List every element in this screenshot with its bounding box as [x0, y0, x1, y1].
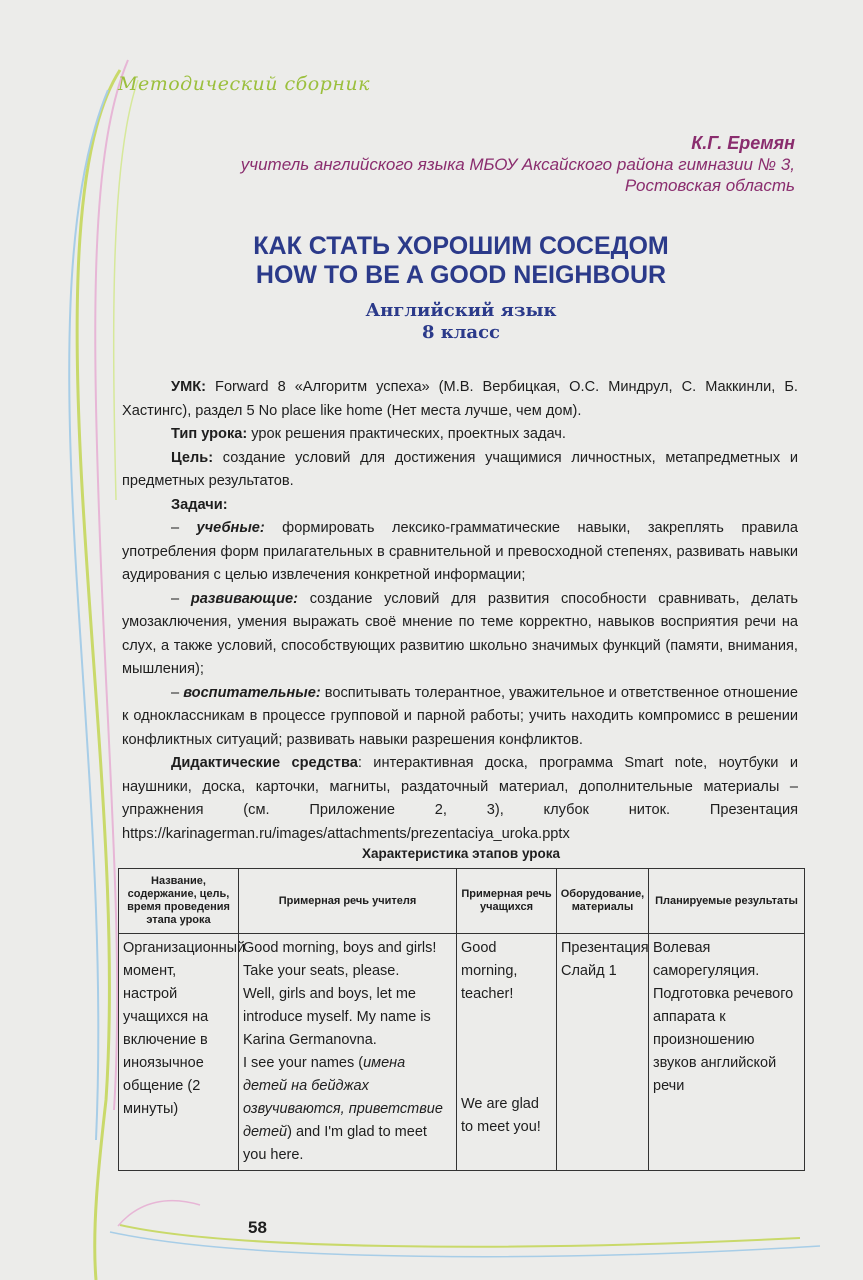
teacher-speech-cell — [239, 934, 457, 1171]
stage-cell: Организационный момент, настрой учащихся на включение в иноязычное общение (2 минуты) — [119, 934, 239, 1171]
title-en: HOW TO BE A GOOD NEIGHBOUR — [255, 261, 667, 289]
task-educational — [122, 517, 798, 588]
goal-text: создание условий для достижения учащимися личностных, метапредметных и предметных результатов. — [122, 449, 798, 489]
author-region: Ростовская область — [624, 176, 795, 195]
author-name: К.Г. Еремян — [691, 133, 795, 153]
goal-paragraph — [122, 447, 798, 494]
table-header-row — [119, 869, 805, 934]
umk-label: УМК: — [171, 379, 207, 395]
results-cell: Волевая саморегуляция. Подготовка речевого аппарата к произношению звуков английской речи — [649, 934, 805, 1171]
column-header: Примерная речь учителя — [239, 869, 457, 934]
teacher-line — [243, 1052, 452, 1167]
equipment-cell: Презентация Слайд 1 — [557, 934, 649, 1171]
task-text-upbringing: воспитывать толерантное, уважительное и ответственное отношение к одноклассникам в процессе групповой и парной работы; учить находить компромисс в решении конфликтных ситуаций; развивать навыки разрешения конфликтов. — [122, 684, 799, 748]
table-caption: Характеристика этапов урока — [361, 846, 561, 861]
teacher-line: Well, girls and boys, let me introduce myself. My name is Karina Germanovna. — [243, 986, 431, 1048]
author-position: учитель английского языка МБОУ Аксайского района гимназии № 3, — [240, 155, 795, 174]
task-dash: – — [171, 520, 197, 536]
table-row — [119, 934, 805, 1171]
task-label-developmental: развивающие: — [190, 590, 298, 607]
means-text: : интерактивная доска, программа Smart note, ноутбуки и наушники, доска, карточки, магниты, раздаточный материал, дополнительные материалы – упражнения (см. Приложение 2, 3), клубок ниток. Презентация https://karinagerman.ru/images/attachments/prezentaciya_uroka.pptx — [122, 755, 798, 842]
task-text-developmental: создание условий для развития способности сравнивать, делать умозаключения, умения выражать своё мнение по теме корректно, навыков восприятия речи на слух, а также условий, способствующих развитию школьно значимых функций (памяти, внимания, мышления); — [122, 590, 798, 677]
type-paragraph — [122, 423, 798, 447]
task-developmental — [122, 588, 798, 682]
means-label: Дидактические средства — [171, 755, 358, 771]
column-header: Планируемые результаты — [649, 869, 805, 934]
tasks-label: Задачи: — [171, 496, 228, 513]
page-number: 58 — [248, 1218, 267, 1237]
column-header: Название, содержание, цель, время проведения этапа урока — [119, 869, 239, 934]
umk-paragraph — [122, 376, 798, 423]
running-title: Методический сборник — [118, 73, 370, 95]
title-ru: КАК СТАТЬ ХОРОШИМ СОСЕДОМ — [253, 232, 669, 260]
students-speech-cell — [457, 934, 557, 1171]
task-dash: – — [171, 590, 191, 607]
task-label-educational: учебные: — [196, 520, 265, 536]
title-block — [118, 232, 804, 344]
grade: 8 класс — [421, 322, 501, 343]
task-upbringing — [122, 682, 798, 753]
teacher-line: Good morning, boys and girls! — [243, 940, 437, 956]
lesson-description — [122, 376, 798, 846]
task-text-educational: формировать лексико-грамматические навыки, закреплять правила употребления форм прилагательных в сравнительной и превосходной степенях, развивать навыки аудирования с целью извлечения конкретной информации; — [122, 520, 798, 583]
teacher-stage-direction: имена детей на бейджах озвучиваются, приветствие детей — [243, 1055, 443, 1140]
student-line: We are glad to meet you! — [461, 1096, 541, 1135]
author-block — [155, 133, 795, 196]
lesson-stages-table — [118, 868, 805, 1171]
subject: Английский язык — [365, 300, 557, 321]
umk-text: Forward 8 «Алгоритм успеха» (М.В. Вербицкая, О.С. Миндрул, С. Маккинли, Б. Хастингс), раздел 5 No place like home (Нет места лучше, чем дом). — [122, 379, 798, 419]
column-header: Оборудование, материалы — [557, 869, 649, 934]
task-dash: – — [171, 684, 184, 701]
column-header: Примерная речь учащихся — [457, 869, 557, 934]
type-label: Тип урока: — [171, 426, 248, 442]
means-paragraph — [122, 752, 798, 846]
student-line: Good morning, teacher! — [461, 940, 518, 1002]
teacher-line-start: I see your names ( — [243, 1055, 364, 1071]
goal-label: Цель: — [171, 449, 214, 466]
teacher-line: Take your seats, please. — [243, 963, 400, 979]
task-label-upbringing: воспитательные: — [183, 684, 321, 701]
teacher-line-end: ) and I'm glad to meet you here. — [243, 1124, 427, 1163]
type-text: урок решения практических, проектных задач. — [247, 426, 566, 442]
